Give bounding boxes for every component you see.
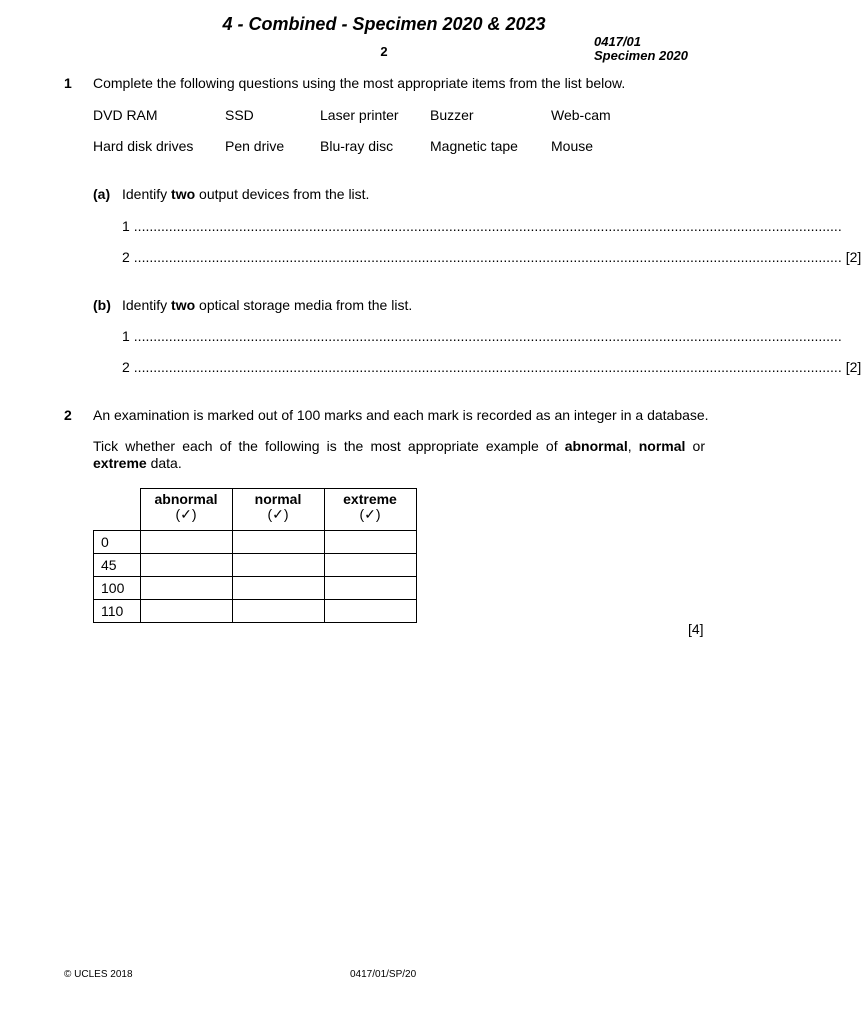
tick-cell[interactable] <box>140 531 232 554</box>
column-header-extreme <box>324 489 416 531</box>
paper-code: 0417/01 <box>594 34 641 49</box>
part-a-text: Identify <box>122 186 172 202</box>
column-header-label: normal <box>254 491 302 507</box>
answer-dots: ...................................................................................................................................................................................... <box>133 359 842 375</box>
tick-symbol: (✓) <box>267 506 289 522</box>
marks-label: [2] <box>845 249 861 265</box>
row-value: 110 <box>94 600 141 623</box>
answer-line-a1[interactable] <box>122 218 842 234</box>
answer-dots: ...................................................................................................................................................................................... <box>133 249 842 265</box>
part-b-label: (b) <box>93 297 111 313</box>
list-item: Magnetic tape <box>430 138 518 154</box>
table-row <box>94 554 417 577</box>
tick-symbol: (✓) <box>359 506 381 522</box>
tick-cell[interactable] <box>140 600 232 623</box>
row-value: 0 <box>94 531 141 554</box>
marks-label: [2] <box>845 359 861 375</box>
list-item: Hard disk drives <box>93 138 194 154</box>
instruction-end: data. <box>146 455 182 471</box>
answer-dots: ...................................................................................................................................................................................... <box>133 328 842 344</box>
term-extreme: extreme <box>93 455 147 471</box>
tick-cell[interactable] <box>140 577 232 600</box>
footer-copyright: © UCLES 2018 <box>64 969 133 980</box>
question-2-marks: [4] <box>688 621 704 637</box>
term-abnormal: abnormal <box>564 438 628 454</box>
instruction-text: Tick whether each of the following is the most appropriate example of <box>93 438 565 454</box>
answer-line-b1[interactable] <box>122 328 842 344</box>
answer-line-b2[interactable] <box>122 359 861 375</box>
tick-cell[interactable] <box>232 531 324 554</box>
list-item: Web-cam <box>551 107 611 123</box>
answer-line-number: 1 <box>122 328 130 344</box>
part-b-question <box>122 297 412 313</box>
list-item: Mouse <box>551 138 594 154</box>
tick-symbol: (✓) <box>175 506 197 522</box>
column-header-normal <box>232 489 324 531</box>
table-row <box>94 531 417 554</box>
part-b-text: Identify <box>122 297 172 313</box>
question-2-number: 2 <box>64 407 72 423</box>
list-item: Pen drive <box>225 138 285 154</box>
tick-cell[interactable] <box>324 577 416 600</box>
part-b-emphasis: two <box>171 297 196 313</box>
table-row <box>94 577 417 600</box>
column-header-label: extreme <box>343 491 397 507</box>
answer-line-number: 1 <box>122 218 130 234</box>
tick-cell[interactable] <box>324 600 416 623</box>
footer-code: 0417/01/SP/20 <box>350 969 417 980</box>
tick-cell[interactable] <box>232 577 324 600</box>
part-b-text-end: optical storage media from the list. <box>195 297 413 313</box>
part-a-question <box>122 186 369 202</box>
tick-cell[interactable] <box>324 554 416 577</box>
question-1-prompt: Complete the following questions using the most appropriate items from the list below. <box>93 75 626 91</box>
list-item: SSD <box>225 107 254 123</box>
term-normal: normal <box>638 438 686 454</box>
answer-line-number: 2 <box>122 359 130 375</box>
document-title: 4 - Combined - Specimen 2020 & 2023 <box>222 14 546 34</box>
column-header-label: abnormal <box>154 491 218 507</box>
page-number: 2 <box>380 44 388 59</box>
tick-table <box>93 488 417 623</box>
question-2-instruction <box>93 438 705 472</box>
list-item: Buzzer <box>430 107 474 123</box>
row-value: 100 <box>94 577 141 600</box>
tick-cell[interactable] <box>232 554 324 577</box>
table-row <box>94 600 417 623</box>
answer-line-number: 2 <box>122 249 130 265</box>
tick-cell[interactable] <box>324 531 416 554</box>
column-header-abnormal <box>140 489 232 531</box>
tick-cell[interactable] <box>140 554 232 577</box>
list-item: DVD RAM <box>93 107 158 123</box>
question-2-intro: An examination is marked out of 100 marks and each mark is recorded as an integer in a database. <box>93 407 709 423</box>
part-a-label: (a) <box>93 186 111 202</box>
list-item: Laser printer <box>320 107 399 123</box>
instruction-or: or <box>685 438 705 454</box>
list-item: Blu-ray disc <box>320 138 394 154</box>
tick-cell[interactable] <box>232 600 324 623</box>
paper-edition: Specimen 2020 <box>594 48 688 63</box>
answer-line-a2[interactable] <box>122 249 861 265</box>
part-a-text-end: output devices from the list. <box>195 186 370 202</box>
table-corner <box>94 489 141 531</box>
row-value: 45 <box>94 554 141 577</box>
part-a-emphasis: two <box>171 186 196 202</box>
question-1-number: 1 <box>64 75 72 91</box>
table-header-row <box>94 489 417 531</box>
instruction-comma: , <box>627 438 639 454</box>
paper-code-block <box>594 35 688 63</box>
answer-dots: ...................................................................................................................................................................................... <box>133 218 842 234</box>
